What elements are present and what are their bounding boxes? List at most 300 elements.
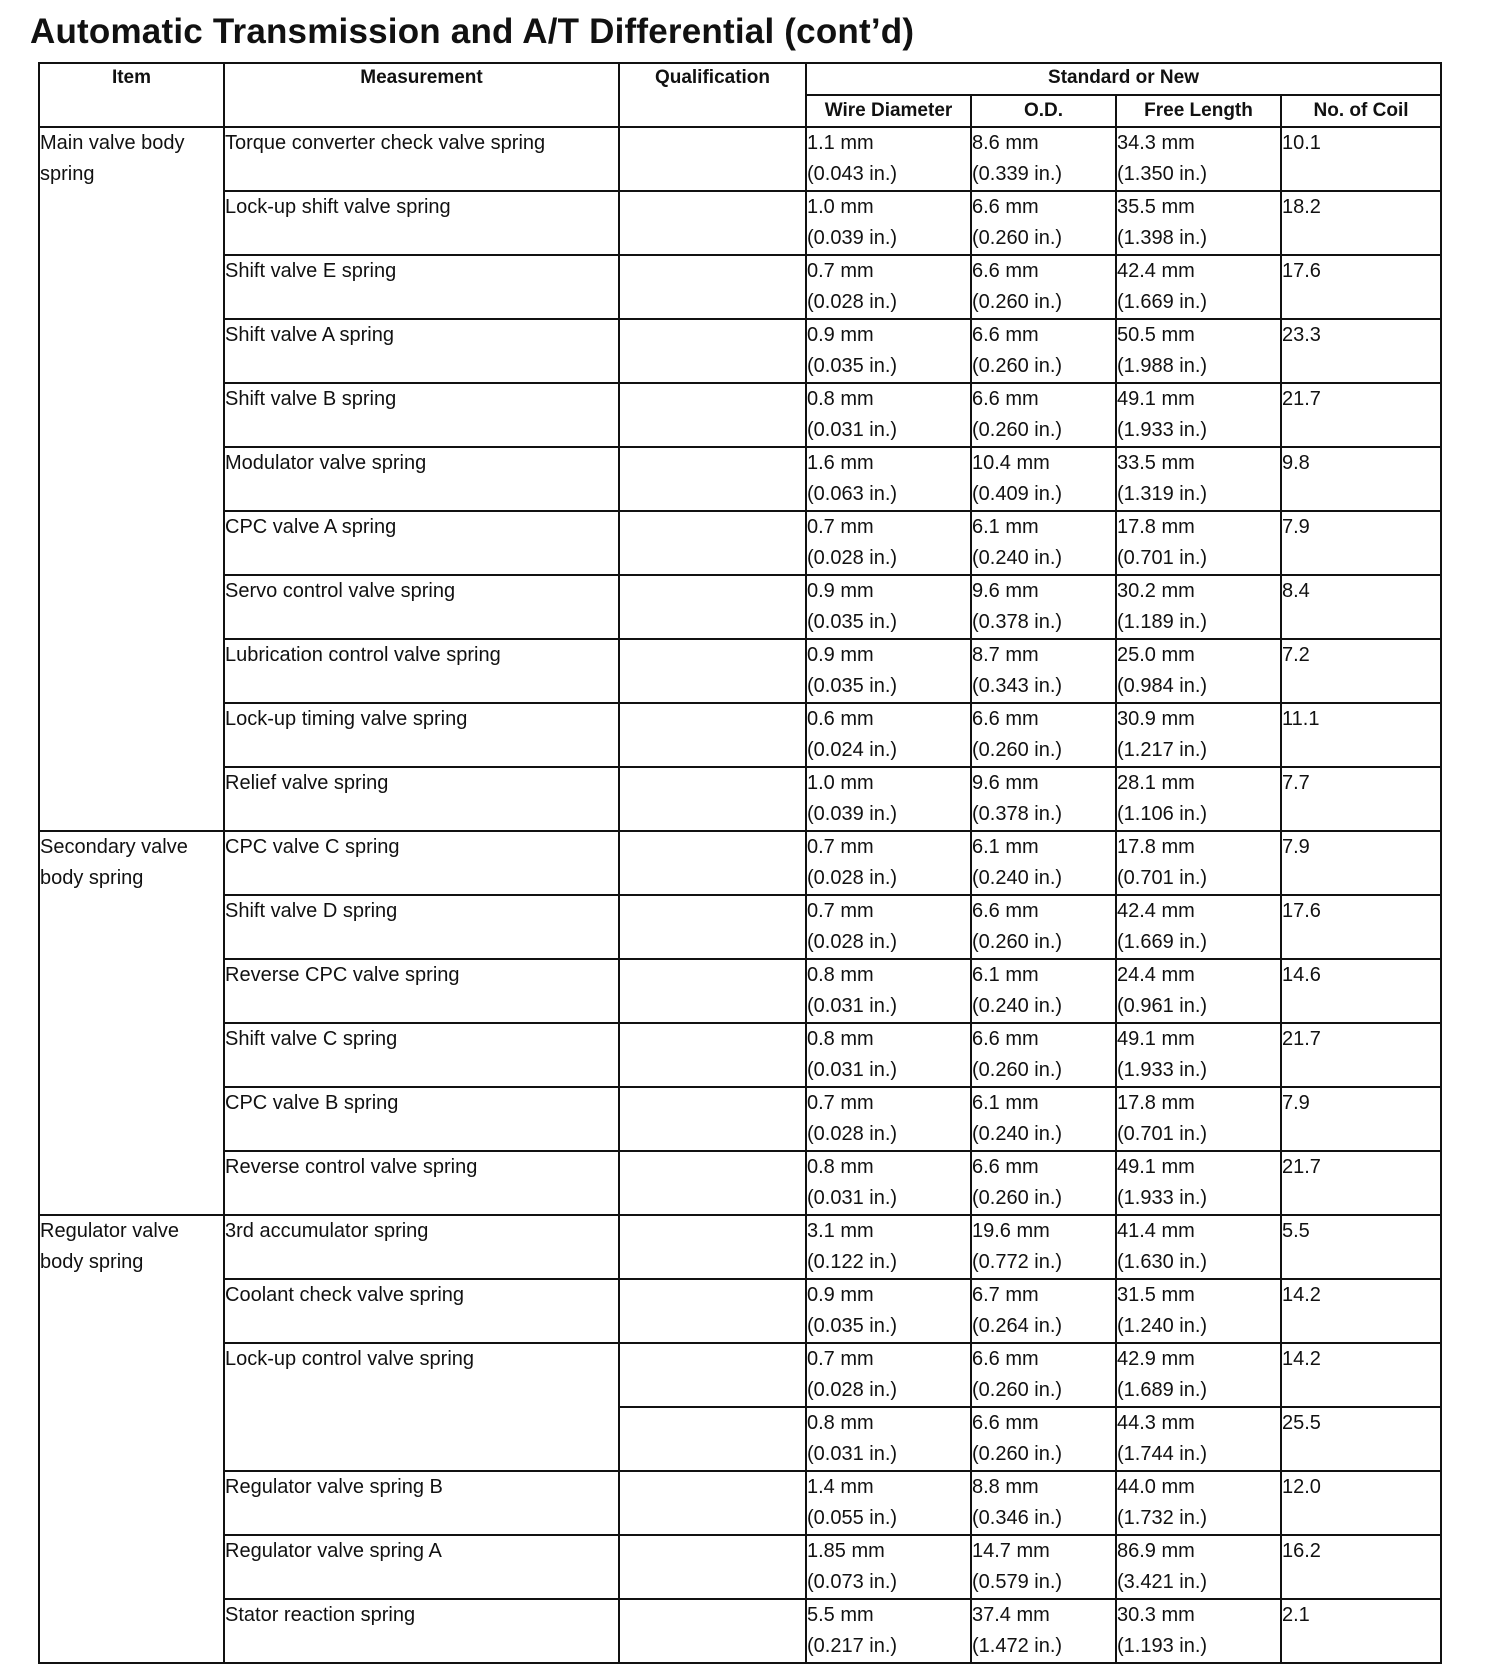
coil-cell [1281,1407,1441,1471]
measurement-label: Servo control valve spring [225,580,456,602]
value-imperial: (1.669 in.) [1117,291,1208,313]
value-metric: 31.5 mm [1117,1284,1195,1306]
table-row [39,1279,1441,1343]
wire-cell [806,639,971,703]
qualification-cell [619,959,806,1023]
value-imperial: (0.039 in.) [807,227,898,249]
value-metric: 0.9 mm [807,1284,874,1306]
value-imperial: (0.378 in.) [972,611,1063,633]
coil-cell [1281,1471,1441,1535]
value-metric: 44.3 mm [1117,1412,1195,1434]
od-cell [971,1279,1116,1343]
value-imperial: (1.630 in.) [1117,1251,1208,1273]
measurement-cell [224,255,619,319]
item-label: body spring [40,1251,144,1273]
coil-value: 10.1 [1282,132,1321,154]
value-metric: 17.8 mm [1117,1092,1195,1114]
value-metric: 8.7 mm [972,644,1039,666]
value-metric: 6.1 mm [972,1092,1039,1114]
table-row [39,1343,1441,1407]
value-imperial: (1.398 in.) [1117,227,1208,249]
value-metric: 25.0 mm [1117,644,1195,666]
value-metric: 6.6 mm [972,324,1039,346]
page-title: Automatic Transmission and A/T Differential (cont’d) [30,12,915,51]
value-metric: 3.1 mm [807,1220,874,1242]
coil-value: 7.9 [1282,1092,1310,1114]
free-cell [1116,383,1281,447]
od-cell [971,575,1116,639]
value-imperial: (1.472 in.) [972,1635,1063,1657]
measurement-label: Shift valve C spring [225,1028,398,1050]
measurement-cell [224,575,619,639]
header-no-of-coil: No. of Coil [1281,95,1441,127]
value-imperial: (0.028 in.) [807,867,898,889]
od-cell [971,1087,1116,1151]
value-imperial: (0.260 in.) [972,291,1063,313]
measurement-label: 3rd accumulator spring [225,1220,429,1242]
table-row [39,1023,1441,1087]
wire-cell [806,703,971,767]
measurement-cell [224,383,619,447]
table-row [39,639,1441,703]
od-cell [971,383,1116,447]
value-metric: 1.0 mm [807,772,874,794]
value-imperial: (0.772 in.) [972,1251,1063,1273]
od-cell [971,319,1116,383]
wire-cell [806,255,971,319]
free-cell [1116,1151,1281,1215]
value-metric: 6.1 mm [972,516,1039,538]
coil-value: 7.9 [1282,516,1310,538]
value-imperial: (0.028 in.) [807,1379,898,1401]
measurement-cell [224,319,619,383]
measurement-label: Shift valve B spring [225,388,397,410]
coil-value: 11.1 [1282,708,1320,730]
value-metric: 0.7 mm [807,260,874,282]
free-cell [1116,575,1281,639]
value-metric: 1.85 mm [807,1540,885,1562]
od-cell [971,1407,1116,1471]
value-metric: 49.1 mm [1117,388,1195,410]
value-metric: 30.9 mm [1117,708,1195,730]
qualification-cell [619,1407,806,1471]
coil-cell [1281,895,1441,959]
value-imperial: (1.933 in.) [1117,1187,1208,1209]
free-cell [1116,1471,1281,1535]
value-metric: 35.5 mm [1117,196,1195,218]
value-imperial: (0.409 in.) [972,483,1063,505]
table-row [39,127,1441,191]
value-metric: 6.6 mm [972,900,1039,922]
table-row [39,1599,1441,1663]
table-row [39,703,1441,767]
free-cell [1116,511,1281,575]
coil-cell [1281,447,1441,511]
value-metric: 0.8 mm [807,388,874,410]
wire-cell [806,1471,971,1535]
coil-cell [1281,511,1441,575]
item-label: Secondary valve [40,836,188,858]
value-imperial: (0.024 in.) [807,739,898,761]
value-imperial: (1.319 in.) [1117,483,1208,505]
measurement-label: Coolant check valve spring [225,1284,465,1306]
coil-value: 14.2 [1282,1348,1321,1370]
measurement-label: Lubrication control valve spring [225,644,501,666]
value-metric: 30.2 mm [1117,580,1195,602]
qualification-cell [619,127,806,191]
coil-cell [1281,959,1441,1023]
qualification-cell [619,383,806,447]
value-imperial: (1.669 in.) [1117,931,1208,953]
measurement-label: Stator reaction spring [225,1604,416,1626]
value-metric: 6.6 mm [972,1348,1039,1370]
item-cell [39,1215,224,1663]
value-imperial: (1.689 in.) [1117,1379,1208,1401]
value-imperial: (0.339 in.) [972,163,1063,185]
measurement-label: CPC valve A spring [225,516,397,538]
free-cell [1116,639,1281,703]
value-imperial: (0.031 in.) [807,1059,898,1081]
value-imperial: (1.189 in.) [1117,611,1208,633]
free-cell [1116,447,1281,511]
value-metric: 6.6 mm [972,196,1039,218]
value-metric: 0.7 mm [807,836,874,858]
value-metric: 49.1 mm [1117,1028,1195,1050]
value-imperial: (1.193 in.) [1117,1635,1208,1657]
coil-cell [1281,831,1441,895]
value-metric: 8.6 mm [972,132,1039,154]
coil-cell [1281,1535,1441,1599]
measurement-label: Reverse CPC valve spring [225,964,460,986]
measurement-cell [224,1343,619,1471]
header-wire-diameter: Wire Diameter [806,95,971,127]
free-cell [1116,703,1281,767]
value-imperial: (1.933 in.) [1117,1059,1208,1081]
table-row [39,1087,1441,1151]
wire-cell [806,1279,971,1343]
measurement-label: Shift valve E spring [225,260,397,282]
wire-cell [806,319,971,383]
value-metric: 33.5 mm [1117,452,1195,474]
measurement-label: Reverse control valve spring [225,1156,478,1178]
header-qualification: Qualification [619,63,806,127]
value-imperial: (0.031 in.) [807,419,898,441]
value-imperial: (0.701 in.) [1117,867,1208,889]
value-metric: 14.7 mm [972,1540,1050,1562]
measurement-cell [224,447,619,511]
table-row [39,383,1441,447]
value-metric: 42.9 mm [1117,1348,1195,1370]
coil-value: 17.6 [1282,260,1321,282]
measurement-cell [224,1471,619,1535]
coil-value: 14.6 [1282,964,1321,986]
measurement-label: Relief valve spring [225,772,389,794]
free-cell [1116,191,1281,255]
value-metric: 8.8 mm [972,1476,1039,1498]
free-cell [1116,1023,1281,1087]
measurement-label: CPC valve B spring [225,1092,399,1114]
value-imperial: (0.028 in.) [807,291,898,313]
qualification-cell [619,1535,806,1599]
item-label: Regulator valve [40,1220,179,1242]
measurement-cell [224,639,619,703]
value-metric: 50.5 mm [1117,324,1195,346]
free-cell [1116,1087,1281,1151]
value-imperial: (0.984 in.) [1117,675,1208,697]
coil-cell [1281,1279,1441,1343]
value-imperial: (1.240 in.) [1117,1315,1208,1337]
measurement-cell [224,895,619,959]
qualification-cell [619,1471,806,1535]
value-metric: 49.1 mm [1117,1156,1195,1178]
measurement-cell [224,1535,619,1599]
value-metric: 28.1 mm [1117,772,1195,794]
coil-value: 7.7 [1282,772,1310,794]
qualification-cell [619,703,806,767]
value-metric: 6.6 mm [972,260,1039,282]
od-cell [971,639,1116,703]
free-cell [1116,1343,1281,1407]
wire-cell [806,127,971,191]
value-metric: 37.4 mm [972,1604,1050,1626]
free-cell [1116,831,1281,895]
table-row [39,575,1441,639]
coil-cell [1281,703,1441,767]
value-metric: 0.9 mm [807,324,874,346]
value-imperial: (0.260 in.) [972,355,1063,377]
measurement-cell [224,767,619,831]
od-cell [971,703,1116,767]
value-metric: 41.4 mm [1117,1220,1195,1242]
wire-cell [806,1151,971,1215]
coil-value: 9.8 [1282,452,1310,474]
value-metric: 86.9 mm [1117,1540,1195,1562]
measurement-cell [224,511,619,575]
value-imperial: (0.063 in.) [807,483,898,505]
value-imperial: (0.701 in.) [1117,547,1208,569]
value-imperial: (1.933 in.) [1117,419,1208,441]
value-imperial: (0.055 in.) [807,1507,898,1529]
wire-cell [806,383,971,447]
coil-cell [1281,1343,1441,1407]
coil-cell [1281,1023,1441,1087]
coil-value: 7.2 [1282,644,1310,666]
qualification-cell [619,1151,806,1215]
measurement-cell [224,1023,619,1087]
measurement-label: Lock-up shift valve spring [225,196,451,218]
value-metric: 42.4 mm [1117,900,1195,922]
item-cell [39,831,224,1215]
value-metric: 6.6 mm [972,1156,1039,1178]
table-body [39,127,1441,1663]
qualification-cell [619,1023,806,1087]
item-label: body spring [40,867,144,889]
wire-cell [806,1087,971,1151]
value-metric: 0.8 mm [807,964,874,986]
wire-cell [806,767,971,831]
value-metric: 9.6 mm [972,772,1039,794]
value-imperial: (0.260 in.) [972,1187,1063,1209]
wire-cell [806,1023,971,1087]
value-imperial: (0.031 in.) [807,1187,898,1209]
qualification-cell [619,511,806,575]
coil-cell [1281,575,1441,639]
value-imperial: (0.260 in.) [972,1379,1063,1401]
value-metric: 17.8 mm [1117,516,1195,538]
od-cell [971,767,1116,831]
measurement-cell [224,703,619,767]
table-row [39,1215,1441,1279]
value-metric: 1.6 mm [807,452,874,474]
value-imperial: (3.421 in.) [1117,1571,1208,1593]
coil-value: 21.7 [1282,1028,1321,1050]
coil-cell [1281,1215,1441,1279]
qualification-cell [619,255,806,319]
value-metric: 6.7 mm [972,1284,1039,1306]
coil-value: 25.5 [1282,1412,1321,1434]
value-imperial: (0.343 in.) [972,675,1063,697]
value-metric: 10.4 mm [972,452,1050,474]
coil-cell [1281,767,1441,831]
value-imperial: (1.350 in.) [1117,163,1208,185]
value-imperial: (0.701 in.) [1117,1123,1208,1145]
value-imperial: (0.035 in.) [807,611,898,633]
header-standard-or-new: Standard or New [806,63,1441,95]
value-metric: 1.1 mm [807,132,874,154]
wire-cell [806,959,971,1023]
od-cell [971,1471,1116,1535]
table-row [39,767,1441,831]
value-imperial: (0.378 in.) [972,803,1063,825]
coil-value: 23.3 [1282,324,1321,346]
value-imperial: (0.031 in.) [807,995,898,1017]
value-imperial: (0.260 in.) [972,739,1063,761]
od-cell [971,127,1116,191]
free-cell [1116,1215,1281,1279]
value-metric: 0.7 mm [807,1348,874,1370]
table-row [39,511,1441,575]
coil-cell [1281,255,1441,319]
od-cell [971,1535,1116,1599]
value-imperial: (0.240 in.) [972,995,1063,1017]
value-metric: 0.7 mm [807,516,874,538]
coil-value: 21.7 [1282,388,1321,410]
measurement-cell [224,127,619,191]
free-cell [1116,767,1281,831]
measurement-label: Lock-up timing valve spring [225,708,468,730]
value-imperial: (0.579 in.) [972,1571,1063,1593]
wire-cell [806,575,971,639]
free-cell [1116,319,1281,383]
coil-value: 2.1 [1282,1604,1310,1626]
value-metric: 1.0 mm [807,196,874,218]
qualification-cell [619,1087,806,1151]
free-cell [1116,895,1281,959]
value-metric: 5.5 mm [807,1604,874,1626]
value-metric: 6.6 mm [972,1412,1039,1434]
measurement-cell [224,1087,619,1151]
measurement-cell [224,1151,619,1215]
value-imperial: (0.264 in.) [972,1315,1063,1337]
wire-cell [806,895,971,959]
value-metric: 30.3 mm [1117,1604,1195,1626]
value-metric: 34.3 mm [1117,132,1195,154]
measurement-cell [224,1215,619,1279]
measurement-label: Lock-up control valve spring [225,1348,475,1370]
coil-value: 8.4 [1282,580,1310,602]
measurement-cell [224,1599,619,1663]
item-label: Main valve body [40,132,185,154]
value-metric: 0.7 mm [807,900,874,922]
value-metric: 0.8 mm [807,1412,874,1434]
value-imperial: (0.035 in.) [807,355,898,377]
value-imperial: (0.346 in.) [972,1507,1063,1529]
table-row [39,1471,1441,1535]
wire-cell [806,1215,971,1279]
value-metric: 24.4 mm [1117,964,1195,986]
value-metric: 0.9 mm [807,644,874,666]
od-cell [971,447,1116,511]
wire-cell [806,511,971,575]
qualification-cell [619,895,806,959]
coil-cell [1281,639,1441,703]
measurement-cell [224,959,619,1023]
value-metric: 6.6 mm [972,388,1039,410]
value-imperial: (0.122 in.) [807,1251,898,1273]
value-metric: 6.1 mm [972,836,1039,858]
value-imperial: (0.260 in.) [972,1443,1063,1465]
qualification-cell [619,767,806,831]
table-row [39,319,1441,383]
coil-value: 17.6 [1282,900,1321,922]
value-imperial: (1.217 in.) [1117,739,1208,761]
coil-value: 18.2 [1282,196,1321,218]
value-imperial: (0.961 in.) [1117,995,1208,1017]
measurement-cell [224,831,619,895]
table-row [39,831,1441,895]
value-imperial: (0.260 in.) [972,419,1063,441]
item-label: spring [40,163,95,185]
free-cell [1116,1279,1281,1343]
value-imperial: (0.039 in.) [807,803,898,825]
value-imperial: (0.028 in.) [807,1123,898,1145]
value-imperial: (0.240 in.) [972,547,1063,569]
value-metric: 6.1 mm [972,964,1039,986]
wire-cell [806,831,971,895]
value-imperial: (1.732 in.) [1117,1507,1208,1529]
value-imperial: (0.035 in.) [807,1315,898,1337]
value-metric: 6.6 mm [972,708,1039,730]
value-metric: 0.6 mm [807,708,874,730]
value-imperial: (0.240 in.) [972,1123,1063,1145]
od-cell [971,1151,1116,1215]
od-cell [971,511,1116,575]
coil-cell [1281,127,1441,191]
free-cell [1116,127,1281,191]
header-measurement: Measurement [224,63,619,127]
value-metric: 6.6 mm [972,1028,1039,1050]
measurement-label: Torque converter check valve spring [225,132,546,154]
value-imperial: (0.240 in.) [972,867,1063,889]
value-metric: 0.7 mm [807,1092,874,1114]
header-free-length: Free Length [1116,95,1281,127]
od-cell [971,191,1116,255]
value-imperial: (0.260 in.) [972,931,1063,953]
free-cell [1116,1535,1281,1599]
qualification-cell [619,1215,806,1279]
od-cell [971,831,1116,895]
table-row [39,447,1441,511]
